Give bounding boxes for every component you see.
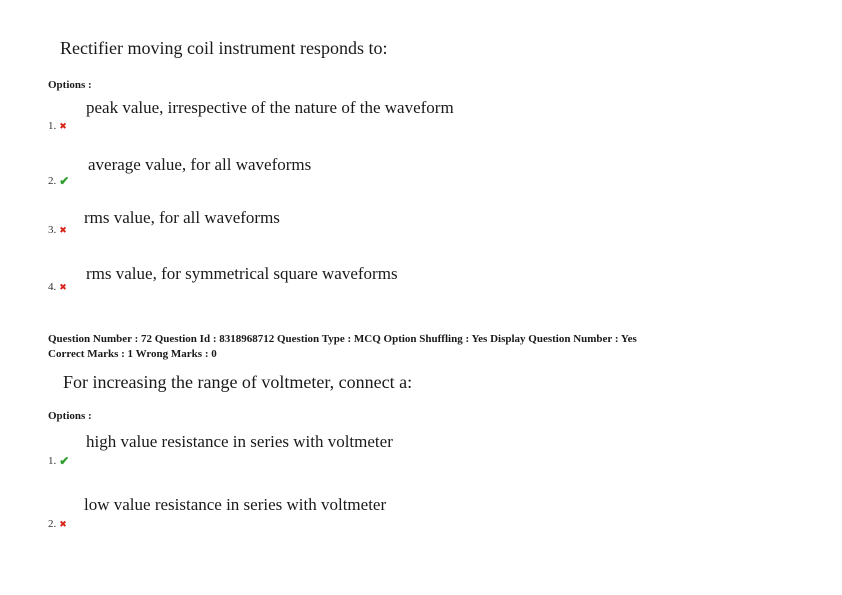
option-number [48,224,67,236]
option-number [48,281,67,293]
check-icon: ✔ [59,174,70,188]
option-text: high value resistance in series with voltmeter [86,432,393,451]
option-index: 3. [48,224,57,236]
option-index: 1. [48,455,57,467]
marks-meta: Correct Marks : 1 Wrong Marks : 0 [48,348,217,360]
option-text: rms value, for all waveforms [84,208,280,227]
option-index: 4. [48,281,57,293]
options-label: Options : [48,79,92,91]
option-number [48,175,69,187]
option-index: 1. [48,120,57,132]
option-number [48,518,67,530]
question-text: For increasing the range of voltmeter, connect a: [63,372,413,392]
question-meta: Question Number : 72 Question Id : 8318968712 Question Type : MCQ Option Shuffling : Yes Display Question Number : Yes [48,333,637,345]
cross-icon: ✖ [59,120,67,131]
option-text: peak value, irrespective of the nature of the waveform [86,98,454,117]
question-text: Rectifier moving coil instrument responds to: [60,38,388,58]
options-label: Options : [48,410,92,422]
option-index: 2. [48,175,57,187]
option-text: rms value, for symmetrical square waveforms [86,264,398,283]
option-text: average value, for all waveforms [88,155,312,174]
cross-icon: ✖ [59,281,67,292]
option-number [48,120,67,132]
option-index: 2. [48,518,57,530]
cross-icon: ✖ [59,518,67,529]
cross-icon: ✖ [59,224,67,235]
option-number [48,455,69,467]
option-text: low value resistance in series with voltmeter [84,495,387,514]
check-icon: ✔ [59,454,70,468]
